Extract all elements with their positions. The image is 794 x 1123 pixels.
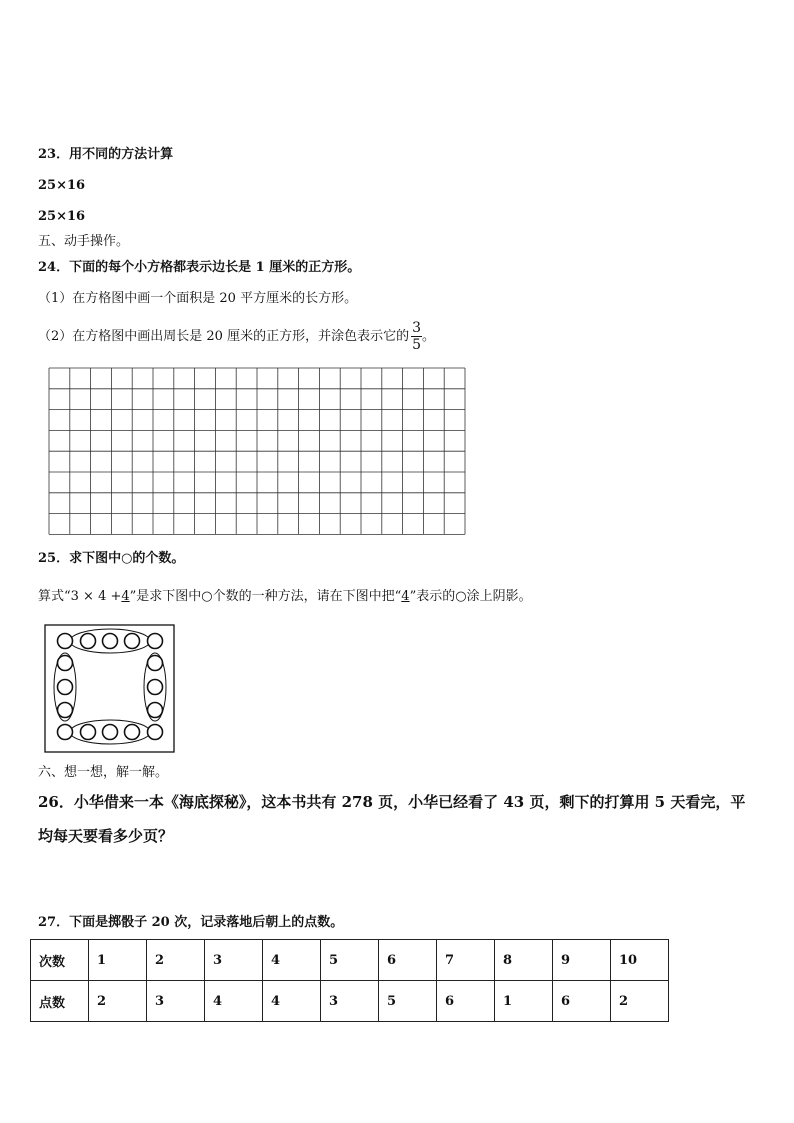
table-cell: 7 (437, 940, 495, 981)
q23-expr-1: 25×16 (38, 178, 86, 193)
q24-part-1: （1）在方格图中画一个面积是 20 平方厘米的长方形。 (38, 291, 358, 306)
table-cell: 10 (611, 940, 669, 981)
table-cell: 1 (89, 940, 147, 981)
table-cell: 6 (553, 981, 611, 1022)
count-circle[interactable] (148, 680, 163, 695)
q24-part-2 (38, 320, 435, 354)
q24-end-punct: 。 (422, 329, 436, 344)
q25-instruction-a: 算式“3 × 4 + (38, 589, 122, 604)
q26-text: 26．小华借来一本《海底探秘》，这本书共有 278 页，小华已经看了 43 页，剩下的打算用 5 天看完，平均每天要看多少页？ (38, 793, 746, 845)
count-circle[interactable] (58, 703, 73, 718)
count-circle[interactable] (103, 725, 118, 740)
table-row (31, 940, 669, 981)
fraction-denominator: 5 (412, 337, 421, 353)
q23-title: 23．用不同的方法计算 (38, 147, 174, 162)
table-cell: 4 (205, 981, 263, 1022)
count-circle[interactable] (58, 656, 73, 671)
count-circle[interactable] (58, 634, 73, 649)
count-circle[interactable] (148, 634, 163, 649)
table-cell: 4 (263, 981, 321, 1022)
count-circle[interactable] (81, 725, 96, 740)
q23-expr-2: 25×16 (38, 209, 86, 224)
dice-table (30, 939, 669, 1022)
count-circle[interactable] (81, 634, 96, 649)
q24-title: 24．下面的每个小方格都表示边长是 1 厘米的正方形。 (38, 260, 361, 275)
count-circle[interactable] (58, 725, 73, 740)
table-cell: 6 (437, 981, 495, 1022)
section-5-heading: 五、动手操作。 (38, 234, 130, 249)
q24-part-2-text: （2）在方格图中画出周长是 20 厘米的正方形，并涂色表示它的 (38, 329, 410, 344)
q25-instruction (38, 589, 532, 605)
table-row-header: 点数 (31, 981, 89, 1022)
count-circle[interactable] (103, 634, 118, 649)
table-row-header: 次数 (31, 940, 89, 981)
circle-diagram (44, 624, 176, 754)
q25-underlined-4a: 4 (121, 589, 130, 604)
q25-underlined-4b: 4 (401, 589, 410, 604)
count-circle[interactable] (125, 725, 140, 740)
table-cell: 4 (263, 940, 321, 981)
table-cell: 3 (205, 940, 263, 981)
table-cell: 6 (379, 940, 437, 981)
q25-instruction-c: ”是求下图中○个数的一种方法，请在下图中把“ (129, 589, 402, 604)
table-cell: 2 (147, 940, 205, 981)
count-circle[interactable] (148, 725, 163, 740)
q25-instruction-e: ”表示的○涂上阴影。 (409, 589, 532, 604)
table-cell: 2 (89, 981, 147, 1022)
section-6-heading: 六、想一想，解一解。 (38, 765, 169, 780)
table-cell: 3 (147, 981, 205, 1022)
table-row (31, 981, 669, 1022)
fraction (411, 320, 422, 353)
table-cell: 2 (611, 981, 669, 1022)
table-cell: 8 (495, 940, 553, 981)
count-circle[interactable] (58, 680, 73, 695)
q25-title: 25．求下图中○的个数。 (38, 551, 185, 566)
table-cell: 3 (321, 981, 379, 1022)
count-circle[interactable] (125, 634, 140, 649)
table-cell: 1 (495, 981, 553, 1022)
square-grid[interactable] (48, 367, 468, 539)
table-cell: 5 (379, 981, 437, 1022)
count-circle[interactable] (148, 703, 163, 718)
fraction-numerator: 3 (412, 320, 421, 336)
table-cell: 5 (321, 940, 379, 981)
count-circle[interactable] (148, 656, 163, 671)
table-cell: 9 (553, 940, 611, 981)
q27-title: 27．下面是掷骰子 20 次，记录落地后朝上的点数。 (38, 915, 344, 930)
